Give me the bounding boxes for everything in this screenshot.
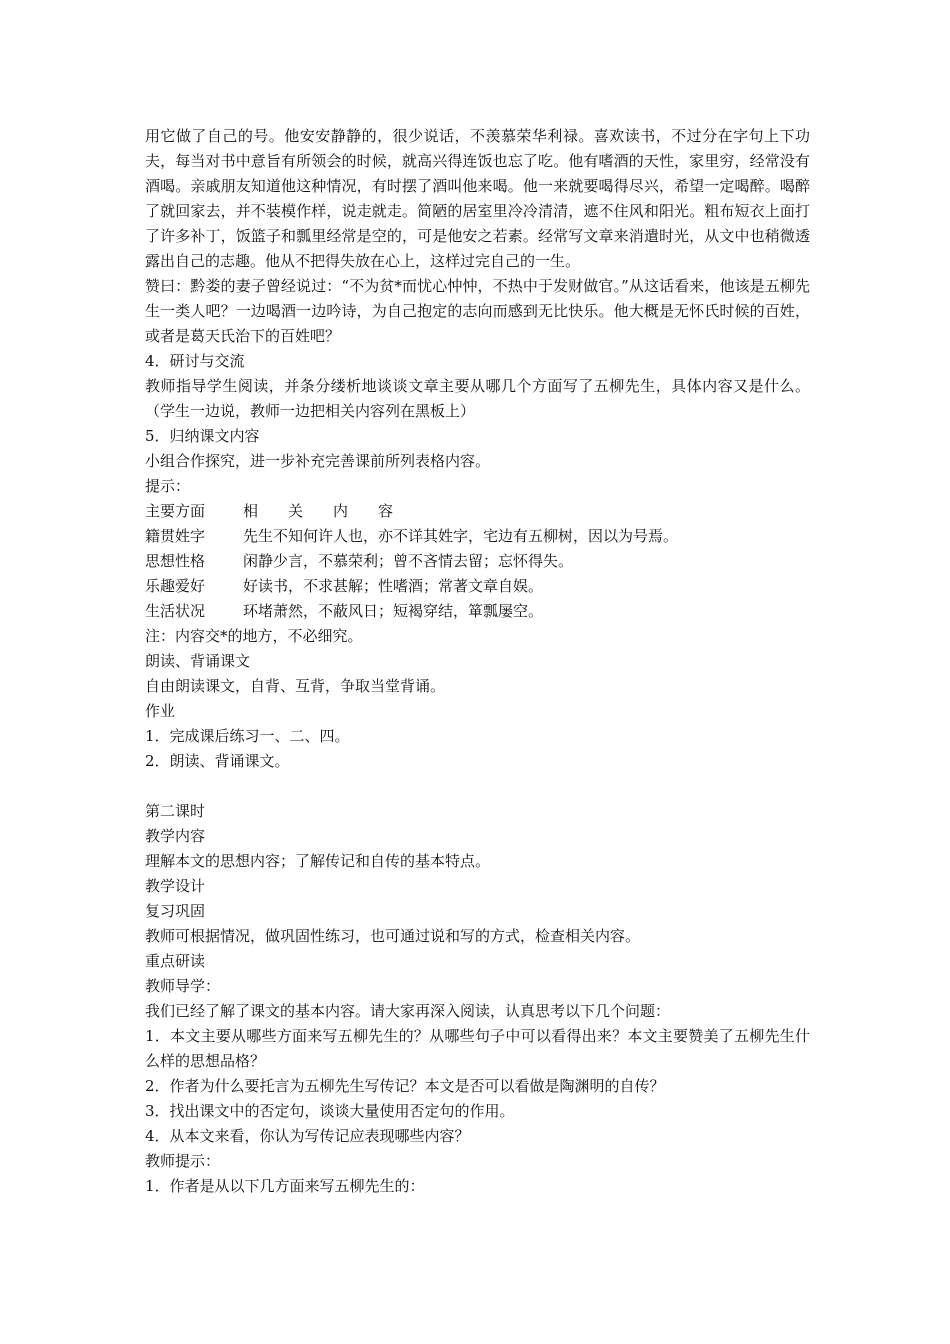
question-item: 1．本文主要从哪些方面来写五柳先生的？从哪些句子中可以看得出来？本文主要赞美了五柳先生什么样的思想品格？ [145, 1027, 810, 1070]
summary-instruction: 小组合作探究，进一步补充完善课前所列表格内容。 [145, 452, 491, 470]
discussion-paragraph: 教师指导学生阅读，并条分缕析地谈谈文章主要从哪几个方面写了五柳先生，具体内容又是什么。（学生一边说，教师一边把相关内容列在黑板上） [145, 377, 810, 420]
section-heading-recite: 朗读、背诵课文 [145, 652, 251, 670]
recite-instruction: 自由朗读课文，自背、互背，争取当堂背诵。 [145, 677, 446, 695]
lesson-heading: 第二课时 [145, 802, 206, 820]
section-heading-review: 复习巩固 [145, 902, 206, 920]
question-item: 2．作者为什么要托言为五柳先生写传记？本文是否可以看做是陶渊明的自传？ [145, 1077, 665, 1095]
row-content: 好读书，不求甚解；性嗜酒；常著文章自娱。 [243, 577, 544, 595]
homework-item: 1．完成课后练习一、二、四。 [145, 727, 350, 745]
row-content: 环堵萧然，不蔽风日；短褐穿结，箪瓢屡空。 [243, 602, 544, 620]
section-heading-discussion: 4．研讨与交流 [145, 352, 245, 370]
section-heading-summary: 5．归纳课文内容 [145, 427, 260, 445]
homework-heading: 作业 [145, 702, 176, 720]
row-content: 先生不知何许人也，亦不详其姓字，宅边有五柳树，因以为号焉。 [243, 527, 679, 545]
section-heading-content: 教学内容 [145, 827, 206, 845]
translation-paragraph: 用它做了自己的号。他安安静静的，很少说话，不羡慕荣华利禄。喜欢读书，不过分在字句上下功夫，每当对书中意旨有所领会的时候，就高兴得连饭也忘了吃。他有嗜酒的天性，家里穷，经常没有酒喝。亲戚朋友知道他这种情况，有时摆了酒叫他来喝。他一来就要喝得尽兴，希望一定喝醉。喝醉了就回家去，并不装模作样，说走就走。简陋的居室里冷冷清清，遮不住风和阳光。粗布短衣上面打了许多补丁，饭篮子和瓢里经常是空的，可是他安之若素。经常写文章来消遣时光，从文中也稍微透露出自己的志趣。他从不把得失放在心上，这样过完自己的一生。 [145, 127, 810, 270]
review-line: 教师可根据情况，做巩固性练习，也可通过说和写的方式，检查相关内容。 [145, 927, 641, 945]
table-row [145, 524, 810, 549]
question-item: 3．找出课文中的否定句，谈谈大量使用否定句的作用。 [145, 1102, 515, 1120]
content-line: 理解本文的思想内容；了解传记和自传的基本特点。 [145, 852, 491, 870]
table-row [145, 599, 810, 624]
row-label: 思想性格 [145, 552, 206, 570]
hint-label: 提示： [145, 477, 191, 495]
teacher-hint-label: 教师提示： [145, 1152, 221, 1170]
question-item: 4．从本文来看，你认为写传记应表现哪些内容？ [145, 1127, 470, 1145]
note-line: 注：内容交*的地方，不必细究。 [145, 627, 363, 645]
section-heading-design: 教学设计 [145, 877, 206, 895]
blank-line [145, 774, 810, 799]
row-label: 生活状况 [145, 602, 206, 620]
row-label: 籍贯姓字 [145, 527, 206, 545]
section-heading-focus: 重点研读 [145, 952, 206, 970]
row-label: 乐趣爱好 [145, 577, 206, 595]
table-row [145, 549, 810, 574]
guide-intro: 我们已经了解了课文的基本内容。请大家再深入阅读，认真思考以下几个问题： [145, 1002, 671, 1020]
table-header-content: 相 关 内 容 [243, 502, 394, 520]
zan-paragraph: 赞曰：黔娄的妻子曾经说过：“不为贫*而忧心忡忡，不热中于发财做官。”从这话看来，他该是五柳先生一类人吧？一边喝酒一边吟诗，为自己抱定的志向而感到无比快乐。他大概是无怀氏时候的百姓，或者是葛天氏治下的百姓吧？ [145, 277, 810, 345]
homework-item: 2．朗读、背诵课文。 [145, 752, 290, 770]
table-row [145, 574, 810, 599]
document-page [145, 124, 810, 1199]
row-content: 闲静少言，不慕荣利；曾不吝情去留；忘怀得失。 [243, 552, 574, 570]
table-header-row [145, 499, 810, 524]
teacher-guide-label: 教师导学： [145, 977, 221, 995]
table-header-aspect: 主要方面 [145, 502, 206, 520]
hint-item: 1．作者是从以下几方面来写五柳先生的： [145, 1177, 425, 1195]
